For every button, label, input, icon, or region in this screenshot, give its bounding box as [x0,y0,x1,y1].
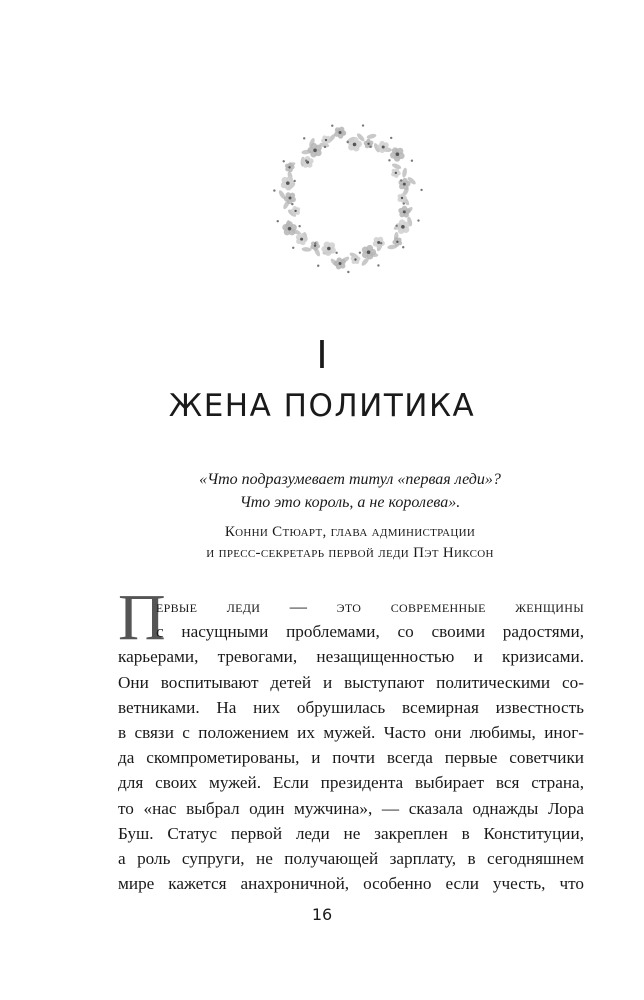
body-line: для своих мужей. Если президента выбирает вся страна, [118,773,584,793]
epigraph-quote-line: «Что подразумевает титул «первая леди»? [199,471,501,488]
body-line: мире кажется анахроничной, особенно если учесть, что [118,874,584,894]
body-line: ветниками. На них обрушилась всемирная известность [118,697,584,717]
floral-wreath-icon [268,118,428,278]
body-paragraph [118,594,584,896]
body-line: в связи с положением их мужей. Часто они любимы, иног- [118,722,584,742]
chapter-title: ЖЕНА ПОЛИТИКА [168,388,476,424]
body-line: Они воспитывают детей и выступают политическими со- [118,672,584,692]
page-number: 16 [311,905,333,924]
epigraph-source [120,522,580,564]
chapter-number: I [316,333,328,377]
body-line: да скомпрометированы, и почти всегда первые советчики [118,748,584,768]
drop-cap-letter: П [118,581,166,654]
body-line: то «нас выбрал один мужчина», — сказала однажды Лора [118,798,584,818]
body-line: Буш. Статус первой леди не закреплен в Конституции, [118,823,584,843]
epigraph [120,468,580,564]
body-line-first [118,594,584,619]
epigraph-quote-line: Что это король, а не королева». [239,494,461,511]
body-line: а роль супруги, не получающей зарплату, в сегодняшнем [118,848,584,868]
body-line: с насущными проблемами, со своими радостями, [156,622,584,642]
epigraph-source-line: и пресс-секретарь первой леди Пэт Никсон [206,545,494,561]
first-line-text: ервые леди — это современные женщины [156,597,584,616]
body-line: карьерами, тревогами, незащищенностью и кризисами. [118,647,584,667]
epigraph-source-line: Конни Стюарт, глава администрации [224,524,476,540]
